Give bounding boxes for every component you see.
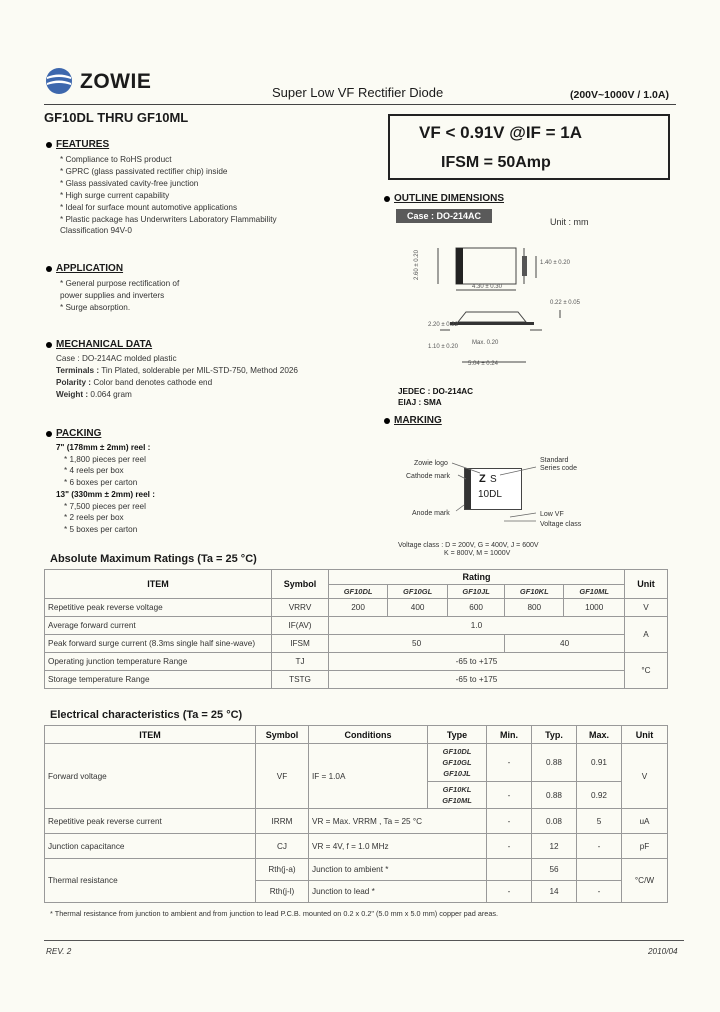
- list-item: * Ideal for surface mount automotive applications: [60, 202, 238, 212]
- dim-a: 2.60 ± 0.20: [414, 250, 420, 280]
- type-label: GF10JL: [443, 769, 471, 778]
- cell-value: 400: [388, 599, 448, 617]
- zowie-logo-mark: Z: [479, 473, 486, 485]
- application-title: APPLICATION: [56, 263, 124, 274]
- bullet-icon: [384, 418, 390, 424]
- cell-item: Storage temperature Range: [45, 671, 272, 689]
- cell-value: -65 to +175: [329, 671, 625, 689]
- label-zowie-logo: Zowie logo: [414, 460, 448, 467]
- mechanical-data: [56, 353, 298, 401]
- table-row: [45, 599, 668, 617]
- product-title: Super Low VF Rectifier Diode: [272, 85, 444, 100]
- abs-max-table: [44, 569, 668, 689]
- list-item: * 7,500 pieces per reel: [64, 501, 146, 511]
- outline-drawing: [410, 238, 620, 368]
- packing-title: PACKING: [56, 428, 102, 439]
- bullet-icon: [46, 142, 52, 148]
- dim-f: 1.10 ± 0.20: [428, 344, 458, 350]
- cell-max: 5: [577, 809, 622, 834]
- key-spec-box: [388, 114, 670, 180]
- cell-symbol: CJ: [256, 834, 309, 859]
- part-range: GF10DL THRU GF10ML: [44, 110, 189, 125]
- ifsm-spec: IFSM = 50Amp: [441, 154, 551, 171]
- table-row: [45, 859, 668, 881]
- table-row: [45, 744, 668, 782]
- cell-condition: IF = 1.0A: [309, 744, 428, 809]
- type-header: GF10GL: [388, 585, 448, 599]
- cell-symbol: TSTG: [272, 671, 329, 689]
- cell-unit: V: [625, 599, 668, 617]
- cell-symbol: IFSM: [272, 635, 329, 653]
- chip-code: 10DL: [478, 489, 502, 500]
- outline-unit: Unit : mm: [550, 217, 589, 227]
- col-rating: Rating: [329, 570, 625, 585]
- cell-item: Operating junction temperature Range: [45, 653, 272, 671]
- cell-symbol: Rth(j-a): [256, 859, 309, 881]
- type-header: GF10JL: [448, 585, 505, 599]
- rating-range: (200V~1000V / 1.0A): [570, 89, 669, 101]
- cell-min: -: [487, 782, 532, 809]
- list-item: * GPRC (glass passivated rectifier chip) inside: [60, 166, 228, 176]
- weight-label: Weight :: [56, 390, 89, 399]
- dim-e: 2.20 ± 0.22: [428, 322, 458, 328]
- cell-value: 200: [329, 599, 388, 617]
- cell-typ: 0.88: [532, 782, 577, 809]
- footnote: * Thermal resistance from junction to ambient and from junction to lead P.C.B. mounted on 0.2 x 0.2" (5.0 mm x 5.0 mm) copper pad areas.: [50, 909, 499, 918]
- cell-condition: VR = 4V, f = 1.0 MHz: [309, 834, 487, 859]
- cell-symbol: Rth(j-l): [256, 881, 309, 903]
- cell-item: Average forward current: [45, 617, 272, 635]
- cathode-band: [456, 248, 463, 284]
- cell-typ: 0.08: [532, 809, 577, 834]
- cell-min: -: [487, 809, 532, 834]
- col-conditions: Conditions: [309, 726, 428, 744]
- cell-typ: 0.88: [532, 744, 577, 782]
- cell-typ: 12: [532, 834, 577, 859]
- col-unit: Unit: [625, 570, 668, 599]
- cell-min: -: [487, 834, 532, 859]
- package-top-view: [456, 248, 516, 284]
- list-item: * Glass passivated cavity-free junction: [60, 178, 199, 188]
- chip-series: S: [490, 474, 497, 485]
- brand-name: ZOWIE: [80, 70, 152, 93]
- polarity-value: Color band denotes cathode end: [93, 378, 213, 387]
- cell-max: -: [577, 834, 622, 859]
- marking-leaders: [440, 455, 620, 525]
- label-cathode: Cathode mark: [406, 473, 450, 480]
- table-row: [45, 653, 668, 671]
- bullet-icon: [384, 196, 390, 202]
- list-item: * Surge absorption.: [60, 302, 131, 312]
- cell-min: -: [487, 744, 532, 782]
- elec-title: Electrical characteristics (Ta = 25 °C): [50, 709, 243, 721]
- col-max: Max.: [577, 726, 622, 744]
- type-label: GF10ML: [442, 796, 472, 805]
- cell-value: 50: [329, 635, 505, 653]
- cell-unit: °C/W: [622, 859, 668, 903]
- type-header: GF10ML: [564, 585, 625, 599]
- cell-unit: A: [625, 617, 668, 653]
- cell-typ: 56: [532, 859, 577, 881]
- list-item: * Compliance to RoHS product: [60, 155, 172, 164]
- polarity-label: Polarity :: [56, 378, 92, 387]
- revision: REV. 2: [46, 947, 72, 956]
- elec-table: [44, 725, 668, 903]
- vf-spec: VF < 0.91V @IF = 1A: [419, 123, 583, 142]
- weight-line: [56, 389, 298, 401]
- cell-value: 600: [448, 599, 505, 617]
- table-row: [45, 671, 668, 689]
- bullet-icon: [46, 342, 52, 348]
- package-side-view: [458, 312, 526, 322]
- cell-symbol: VF: [256, 744, 309, 809]
- cell-type: [428, 744, 487, 782]
- cell-item: Forward voltage: [45, 744, 256, 809]
- cell-unit: pF: [622, 834, 668, 859]
- dim-h: 5.04 ± 0.24: [468, 361, 498, 367]
- type-header: GF10DL: [329, 585, 388, 599]
- list-item: power supplies and inverters: [60, 290, 165, 300]
- cell-symbol: IF(AV): [272, 617, 329, 635]
- col-unit: Unit: [622, 726, 668, 744]
- list-item: Classification 94V-0: [60, 226, 132, 236]
- cell-unit: V: [622, 744, 668, 809]
- mechanical-title: MECHANICAL DATA: [56, 339, 153, 350]
- marking-note-2: K = 800V, M = 1000V: [444, 550, 511, 557]
- reel13-label: 13" (330mm ± 2mm) reel :: [56, 489, 155, 499]
- cell-symbol: TJ: [272, 653, 329, 671]
- bullet-icon: [46, 431, 52, 437]
- cell-item: Thermal resistance: [45, 859, 256, 903]
- cell-symbol: VRRV: [272, 599, 329, 617]
- table-row: [45, 809, 668, 834]
- cell-max: 0.91: [577, 744, 622, 782]
- cell-max: 0.92: [577, 782, 622, 809]
- terminals-line: [56, 365, 298, 377]
- table-row: [45, 834, 668, 859]
- list-item: * High surge current capability: [60, 190, 170, 200]
- cell-type: [428, 782, 487, 809]
- application-list: [60, 278, 179, 314]
- type-label: GF10GL: [442, 758, 472, 767]
- cell-unit: uA: [622, 809, 668, 834]
- cell-item: Peak forward surge current (8.3ms single half sine-wave): [45, 635, 272, 653]
- terminals-value: Tin Plated, solderable per MIL-STD-750, Method 2026: [101, 366, 298, 375]
- marking-note-1: Voltage class : D = 200V, G = 400V, J = 600V: [398, 542, 539, 549]
- jedec-line: JEDEC : DO-214AC: [398, 387, 474, 396]
- cell-condition: Junction to ambient *: [309, 859, 487, 881]
- col-item: ITEM: [45, 726, 256, 744]
- reel7-label: 7" (178mm ± 2mm) reel :: [56, 443, 151, 452]
- dim-c: 4.30 ± 0.30: [472, 284, 502, 290]
- cell-min: [487, 859, 532, 881]
- list-item: * 1,800 pieces per reel: [64, 454, 146, 464]
- list-item: * Plastic package has Underwriters Laboratory Flammability: [60, 214, 277, 224]
- type-header: GF10KL: [505, 585, 564, 599]
- label-series-code: Series code: [540, 465, 577, 472]
- cell-min: -: [487, 881, 532, 903]
- features-title: FEATURES: [56, 139, 110, 150]
- bullet-icon: [46, 266, 52, 272]
- list-item: * 5 boxes per carton: [64, 524, 138, 534]
- col-min: Min.: [487, 726, 532, 744]
- date: 2010/04: [648, 947, 678, 956]
- cell-condition: VR = Max. VRRM , Ta = 25 °C: [309, 809, 487, 834]
- label-standard: Standard: [540, 457, 569, 464]
- cell-item: Repetitive peak reverse current: [45, 809, 256, 834]
- label-voltage-class: Voltage class: [540, 521, 582, 528]
- col-symbol: Symbol: [272, 570, 329, 599]
- cell-condition: Junction to lead *: [309, 881, 487, 903]
- polarity-line: [56, 377, 298, 389]
- dim-b: 1.40 ± 0.20: [540, 260, 570, 266]
- case-line: Case : DO-214AC molded plastic: [56, 354, 177, 363]
- col-type: Type: [428, 726, 487, 744]
- cell-value: 800: [505, 599, 564, 617]
- cell-value: -65 to +175: [329, 653, 625, 671]
- zowie-globe-icon: [44, 66, 74, 96]
- col-item: ITEM: [45, 570, 272, 599]
- cell-value: 1000: [564, 599, 625, 617]
- features-list: [60, 154, 277, 237]
- type-label: GF10KL: [442, 785, 472, 794]
- cell-item: Junction capacitance: [45, 834, 256, 859]
- cell-typ: 14: [532, 881, 577, 903]
- abs-max-title: Absolute Maximum Ratings (Ta = 25 °C): [50, 553, 257, 565]
- list-item: * General purpose rectification of: [60, 279, 180, 288]
- label-anode: Anode mark: [412, 510, 450, 517]
- table-row: [45, 635, 668, 653]
- list-item: * 6 boxes per carton: [64, 478, 138, 488]
- eiaj-line: EIAJ : SMA: [398, 398, 442, 407]
- list-item: * 2 reels per box: [64, 513, 124, 523]
- terminals-label: Terminals :: [56, 366, 100, 375]
- dim-d: 0.22 ± 0.05: [550, 300, 580, 306]
- brand-logo: [44, 66, 74, 96]
- cell-max: [577, 859, 622, 881]
- weight-value: 0.064 gram: [90, 390, 132, 399]
- outline-title: OUTLINE DIMENSIONS: [394, 193, 505, 204]
- header-rule: [44, 104, 676, 105]
- col-symbol: Symbol: [256, 726, 309, 744]
- cell-item: Repetitive peak reverse voltage: [45, 599, 272, 617]
- footer-rule: [44, 940, 684, 941]
- cell-value: 1.0: [329, 617, 625, 635]
- table-row: [45, 617, 668, 635]
- label-low-vf: Low VF: [540, 511, 564, 518]
- list-item: * 4 reels per box: [64, 466, 124, 476]
- marking-title: MARKING: [394, 415, 442, 426]
- dim-g: Max. 0.20: [472, 340, 499, 346]
- col-typ: Typ.: [532, 726, 577, 744]
- cell-symbol: IRRM: [256, 809, 309, 834]
- cell-unit: °C: [625, 653, 668, 689]
- packing-data: [56, 442, 155, 536]
- cell-value: 40: [505, 635, 625, 653]
- cell-max: -: [577, 881, 622, 903]
- outline-case: Case : DO-214AC: [396, 209, 492, 223]
- type-label: GF10DL: [442, 747, 472, 756]
